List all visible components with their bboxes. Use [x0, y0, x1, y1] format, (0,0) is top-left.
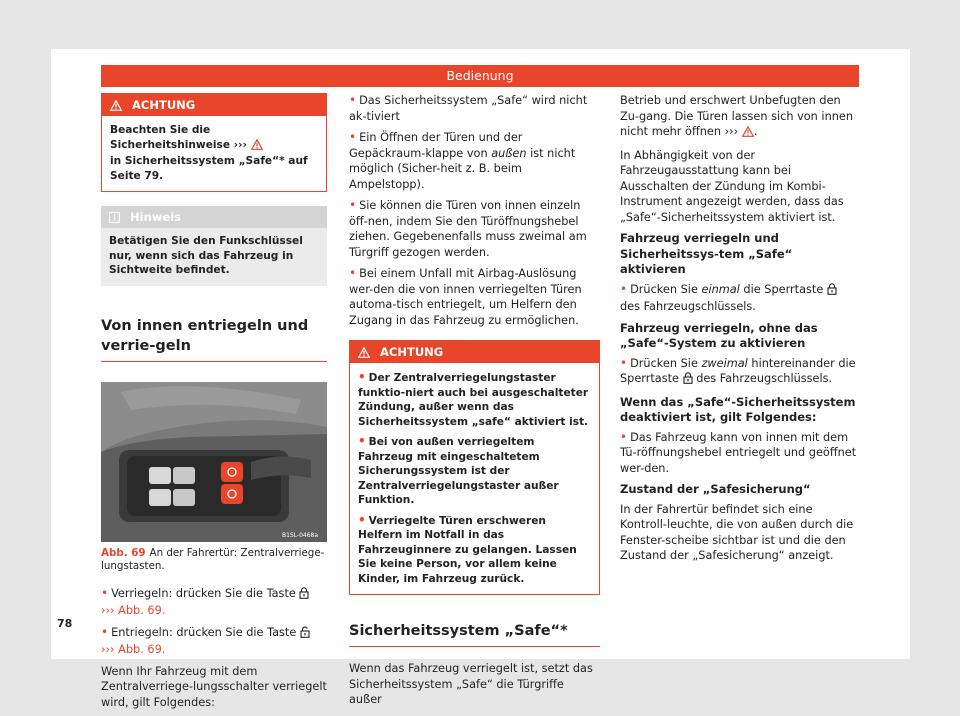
hint-text: Betätigen Sie den Funkschlüssel nur, wenn sich das Fahrzeug in Sichtweite befindet.	[109, 235, 303, 276]
warning-box-2	[349, 340, 600, 595]
paragraph: In Abhängigkeit von der Fahrzeugausstattung kann bei Ausschalten der Zündung im Kombi-Instrument angezeigt werden, dass das „Safe“-Sicherheitssystem aktiviert ist.	[620, 148, 844, 224]
warning-body	[350, 363, 599, 594]
lock-icon	[299, 587, 309, 604]
list-item: • Das Sicherheitssystem „Safe“ wird nicht ak-tiviert	[349, 93, 588, 123]
hint-box	[101, 206, 327, 286]
list-item: • Das Fahrzeug kann von innen mit dem Tü-röffnungshebel entriegelt und geöffnet wer-den.	[620, 429, 857, 475]
paragraph: In der Fahrertür befindet sich eine Kontroll-leuchte, die von außen durch die Fenster-scheibe sichtbar ist und die den Zustand der „Safesicherung“ anzeigt.	[620, 502, 854, 562]
hint-header	[101, 206, 327, 228]
door-panel-illustration	[101, 382, 327, 542]
warning-box-1	[101, 93, 327, 192]
section-header: Bedienung	[101, 65, 859, 87]
paragraph: Wenn das Fahrzeug verriegelt ist, setzt das Sicherheitssystem „Safe“ die Türgriffe außer	[349, 662, 593, 706]
info-icon	[109, 208, 120, 230]
warning-item: • Der Zentralverriegelungstaster funktio-niert auch bei ausgeschalteter Zündung, außer wenn das Sicherheitssystem „safe“ aktiviert ist.	[358, 370, 589, 428]
subheading: Fahrzeug verriegeln und Sicherheitssys-tem „Safe“ aktivieren	[620, 231, 793, 276]
subheading: Fahrzeug verriegeln, ohne das „Safe“-System zu aktivieren	[620, 320, 818, 350]
warning-triangle-icon	[251, 139, 263, 155]
figure-label: Abb. 69	[101, 546, 146, 559]
warning-triangle-icon	[358, 343, 370, 365]
paragraph: Wenn Ihr Fahrzeug mit dem Zentralverriege-lungsschalter verriegelt wird, gilt Folgendes:	[101, 664, 327, 709]
warning-item: • Bei von außen verriegeltem Fahrzeug mit eingeschaltetem Sicherungssystem ist der Zentralverriegelungstaster außer Funktion.	[358, 434, 559, 506]
section-heading: Sicherheitssystem „Safe“*	[349, 621, 600, 647]
list-item: • Drücken Sie einmal die Sperrtaste des Fahrzeugschlüssels.	[620, 282, 860, 315]
figure-code: B1SL-0468a	[281, 531, 319, 539]
warning-title: ACHTUNG	[380, 345, 444, 359]
figure-ref-link[interactable]: ››› Abb. 69.	[101, 643, 166, 656]
warning-header	[102, 94, 326, 116]
warning-header	[350, 341, 599, 363]
page-number: 78	[57, 617, 73, 630]
unlock-icon	[300, 626, 310, 643]
warning-triangle-icon	[742, 126, 754, 142]
warning-body	[102, 116, 326, 191]
warning-triangle-icon	[110, 96, 122, 118]
warning-item: • Verriegelte Türen erschweren Helfern im Notfall in das Fahrzeuginnere zu gelangen. Lassen Sie keine Person, vor allem keine Kinder, im Fahrzeug zurück.	[358, 512, 577, 585]
figure-caption-text: An der Fahrertür: Zentralverriege-lungstasten.	[101, 546, 325, 572]
warning-title: ACHTUNG	[132, 98, 196, 112]
section-heading: Von innen entriegeln und verrie-geln	[101, 316, 327, 362]
list-item: • Sie können die Türen von innen einzeln öff-nen, indem Sie den Türöffnungshebel ziehen. Gegebenenfalls muss zweimal am Türgriff gezogen werden.	[349, 198, 587, 259]
warning-text-2: in Sicherheitssystem „Safe“* auf Seite 79.	[110, 155, 308, 182]
column-1	[101, 93, 327, 716]
lock-icon	[683, 372, 693, 389]
subheading: Zustand der „Safesicherung“	[620, 482, 811, 496]
list-item: • Entriegeln: drücken Sie die Taste ››› Abb. 69.	[101, 625, 327, 658]
warning-text: Beachten Sie die Sicherheitshinweise ›››	[110, 124, 247, 151]
column-3	[620, 93, 860, 570]
figure-ref-link[interactable]: ››› Abb. 69.	[101, 604, 166, 617]
figure-caption	[101, 547, 327, 574]
subheading: Wenn das „Safe“-Sicherheitssystem deaktiviert ist, gilt Folgendes:	[620, 394, 856, 424]
list-item: • Bei einem Unfall mit Airbag-Auslösung wer-den die von innen verriegelten Türen automa-tisch entriegelt, um Helfern den Zugang in das Fahrzeug zu ermöglichen.	[349, 266, 582, 327]
hint-title: Hinweis	[130, 210, 181, 224]
list-item: • Ein Öffnen der Türen und der Gepäckraum-klappe von außen ist nicht möglich (Sicher-heit z. B. beim Ampelstopp).	[349, 130, 576, 191]
lock-icon	[827, 283, 837, 300]
paragraph: Betrieb und erschwert Unbefugten den Zu-gang. Die Türen lassen sich von innen nicht mehr öffnen ››› .	[620, 93, 860, 142]
door-photo	[101, 382, 327, 542]
list-item: • Drücken Sie zweimal hintereinander die Sperrtaste des Fahrzeugschlüssels.	[620, 356, 860, 389]
list-item: • Verriegeln: drücken Sie die Taste ››› Abb. 69.	[101, 586, 327, 619]
column-2	[349, 93, 600, 714]
